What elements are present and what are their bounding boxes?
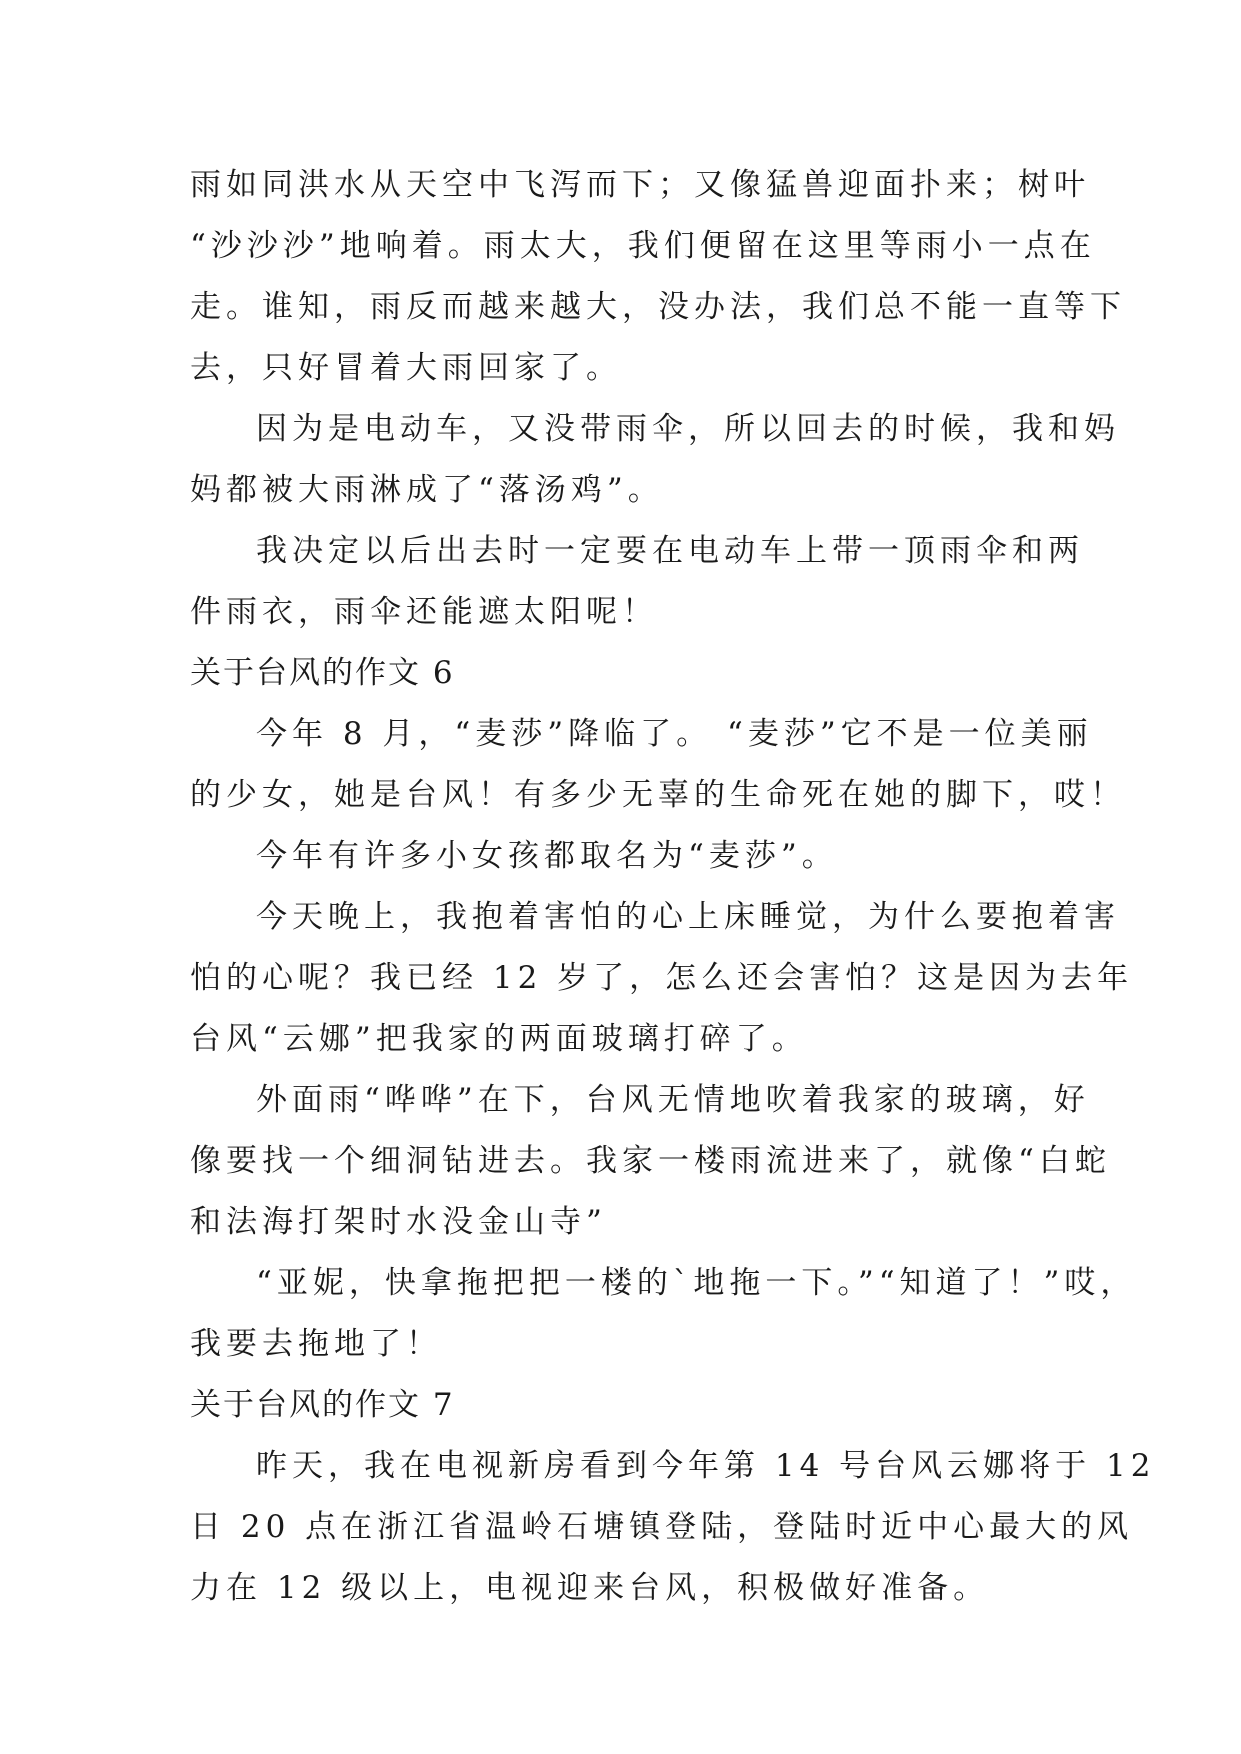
text-line: 昨天，我在电视新房看到今年第 14 号台风云娜将于 12 bbox=[256, 1448, 1156, 1484]
text-line: 日 20 点在浙江省温岭石塘镇登陆，登陆时近中心最大的风 bbox=[190, 1509, 1134, 1545]
text-line: 像要找一个细洞钻进去。我家一楼雨流进来了，就像“白蛇 bbox=[190, 1143, 1111, 1179]
text-line: “亚妮，快拿拖把把一楼的`地拖一下。”“知道了！”哎， bbox=[256, 1265, 1137, 1301]
text-line: 件雨衣，雨伞还能遮太阳呢！ bbox=[190, 594, 658, 630]
text-line: 今年有许多小女孩都取名为“麦莎”。 bbox=[256, 838, 838, 874]
document-body bbox=[190, 155, 1156, 1619]
text-line: 今天晚上，我抱着害怕的心上床睡觉，为什么要抱着害 bbox=[256, 899, 1120, 935]
section-heading: 关于台风的作文 7 bbox=[190, 1387, 455, 1423]
section-heading: 关于台风的作文 6 bbox=[190, 655, 455, 691]
text-line: 去，只好冒着大雨回家了。 bbox=[190, 350, 622, 386]
text-line: 和法海打架时水没金山寺” bbox=[190, 1204, 607, 1240]
text-line: 走。谁知，雨反而越来越大，没办法，我们总不能一直等下 bbox=[190, 289, 1126, 325]
text-line: 今年 8 月，“麦莎”降临了。 “麦莎”它不是一位美丽 bbox=[256, 716, 1093, 752]
text-line: “沙沙沙”地响着。雨太大，我们便留在这里等雨小一点在 bbox=[190, 228, 1096, 264]
text-line: 外面雨“哗哗”在下，台风无情地吹着我家的玻璃，好 bbox=[256, 1082, 1090, 1118]
text-line: 因为是电动车，又没带雨伞，所以回去的时候，我和妈 bbox=[256, 411, 1120, 447]
text-line: 妈都被大雨淋成了“落汤鸡”。 bbox=[190, 472, 664, 508]
text-line: 我决定以后出去时一定要在电动车上带一顶雨伞和两 bbox=[256, 533, 1084, 569]
text-line: 的少女，她是台风！有多少无辜的生命死在她的脚下，哎！ bbox=[190, 777, 1126, 813]
text-line: 我要去拖地了！ bbox=[190, 1326, 442, 1362]
text-line: 怕的心呢？我已经 12 岁了，怎么还会害怕？这是因为去年 bbox=[190, 960, 1134, 996]
text-line: 台风“云娜”把我家的两面玻璃打碎了。 bbox=[190, 1021, 808, 1057]
text-line: 力在 12 级以上，电视迎来台风，积极做好准备。 bbox=[190, 1570, 990, 1606]
text-line: 雨如同洪水从天空中飞泻而下；又像猛兽迎面扑来；树叶 bbox=[190, 167, 1090, 203]
